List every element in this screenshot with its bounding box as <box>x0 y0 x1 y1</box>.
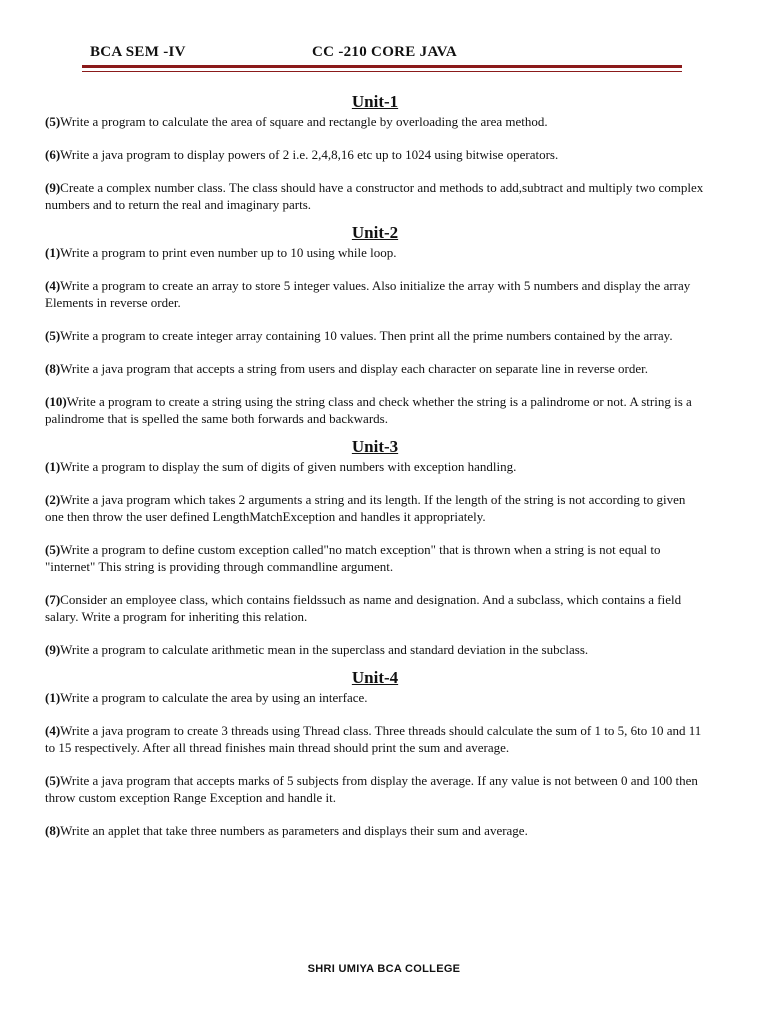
question-item <box>45 689 705 706</box>
question-text: Write a program to define custom exception called"no match exception" that is thrown when a string is not equal to "internet" This string is providing through commandline argument. <box>45 542 661 574</box>
question-text: Write a program to print even number up to 10 using while loop. <box>60 245 397 260</box>
question-item <box>45 113 705 130</box>
question-number: (7) <box>45 592 61 607</box>
question-number: (1) <box>45 459 61 474</box>
page-header <box>88 44 683 64</box>
unit-heading: Unit-1 <box>351 92 399 111</box>
question-number: (5) <box>45 114 61 129</box>
header-rule-thin <box>82 71 682 72</box>
unit-heading: Unit-4 <box>351 668 399 687</box>
question-text: Write a java program that accepts a string from users and display each character on separate line in reverse order. <box>60 361 648 376</box>
question-text: Write a java program that accepts marks of 5 subjects from display the average. If any value is not between 0 and 100 then throw custom exception Range Exception and handle it. <box>45 773 698 805</box>
unit-2-section <box>45 223 705 427</box>
question-number: (5) <box>45 328 61 343</box>
question-text: Write a program to display the sum of digits of given numbers with exception handling. <box>60 459 517 474</box>
question-text: Write a program to calculate the area of square and rectangle by overloading the area method. <box>60 114 548 129</box>
question-number: (4) <box>45 723 61 738</box>
question-item <box>45 591 705 625</box>
header-rule-thick <box>82 65 682 68</box>
question-text: Create a complex number class. The class should have a constructor and methods to add,subtract and multiply two complex numbers and to return the real and imaginary parts. <box>45 180 704 212</box>
unit-1-section <box>45 92 705 213</box>
question-text: Write a program to create an array to store 5 integer values. Also initialize the array with 5 numbers and display the array Elements in reverse order. <box>45 278 691 310</box>
unit-heading: Unit-3 <box>351 437 399 456</box>
unit-heading: Unit-2 <box>351 223 399 242</box>
question-text: Write a program to calculate arithmetic mean in the superclass and standard deviation in the subclass. <box>60 642 589 657</box>
question-item <box>45 772 705 806</box>
question-text: Write a java program to display powers of 2 i.e. 2,4,8,16 etc up to 1024 using bitwise operators. <box>60 147 559 162</box>
question-item <box>45 541 705 575</box>
document-body <box>45 92 705 839</box>
question-number: (5) <box>45 542 61 557</box>
question-item <box>45 327 705 344</box>
question-text: Consider an employee class, which contains fieldssuch as name and designation. And a subclass, which contains a field salary. Write a program for inheriting this relation. <box>45 592 682 624</box>
question-item <box>45 360 705 377</box>
question-item <box>45 822 705 839</box>
header-course: CC -210 CORE JAVA <box>312 44 457 60</box>
question-text: Write a java program to create 3 threads using Thread class. Three threads should calculate the sum of 1 to 5, 6to 10 and 11 to 15 respectively. After all thread finishes main thread should print the sum and average. <box>45 723 702 755</box>
question-item <box>45 179 705 213</box>
question-number: (4) <box>45 278 61 293</box>
question-item <box>45 641 705 658</box>
question-text: Write a program to calculate the area by using an interface. <box>60 690 368 705</box>
question-item <box>45 146 705 163</box>
question-item <box>45 393 705 427</box>
question-item <box>45 458 705 475</box>
question-item <box>45 722 705 756</box>
question-number: (1) <box>45 245 61 260</box>
question-text: Write a program to create a string using the string class and check whether the string is a palindrome or not. A string is a palindrome that is spelled the same both forwards and backwards. <box>45 394 692 426</box>
question-item <box>45 244 705 261</box>
question-number: (9) <box>45 180 61 195</box>
question-number: (8) <box>45 361 61 376</box>
unit-4-section <box>45 668 705 839</box>
question-item <box>45 491 705 525</box>
question-number: (6) <box>45 147 61 162</box>
question-number: (2) <box>45 492 61 507</box>
question-number: (5) <box>45 773 61 788</box>
question-text: Write a program to create integer array containing 10 values. Then print all the prime numbers contained by the array. <box>60 328 673 343</box>
question-number: (1) <box>45 690 61 705</box>
question-number: (8) <box>45 823 61 838</box>
question-item <box>45 277 705 311</box>
unit-3-section <box>45 437 705 658</box>
page-footer: SHRI UMIYA BCA COLLEGE <box>307 963 461 975</box>
question-text: Write a java program which takes 2 arguments a string and its length. If the length of the string is not according to given one then throw the user defined LengthMatchException and handles it appropriately. <box>45 492 686 524</box>
question-number: (10) <box>45 394 67 409</box>
header-semester: BCA SEM -IV <box>90 44 186 60</box>
question-number: (9) <box>45 642 61 657</box>
question-text: Write an applet that take three numbers as parameters and displays their sum and average. <box>60 823 528 838</box>
